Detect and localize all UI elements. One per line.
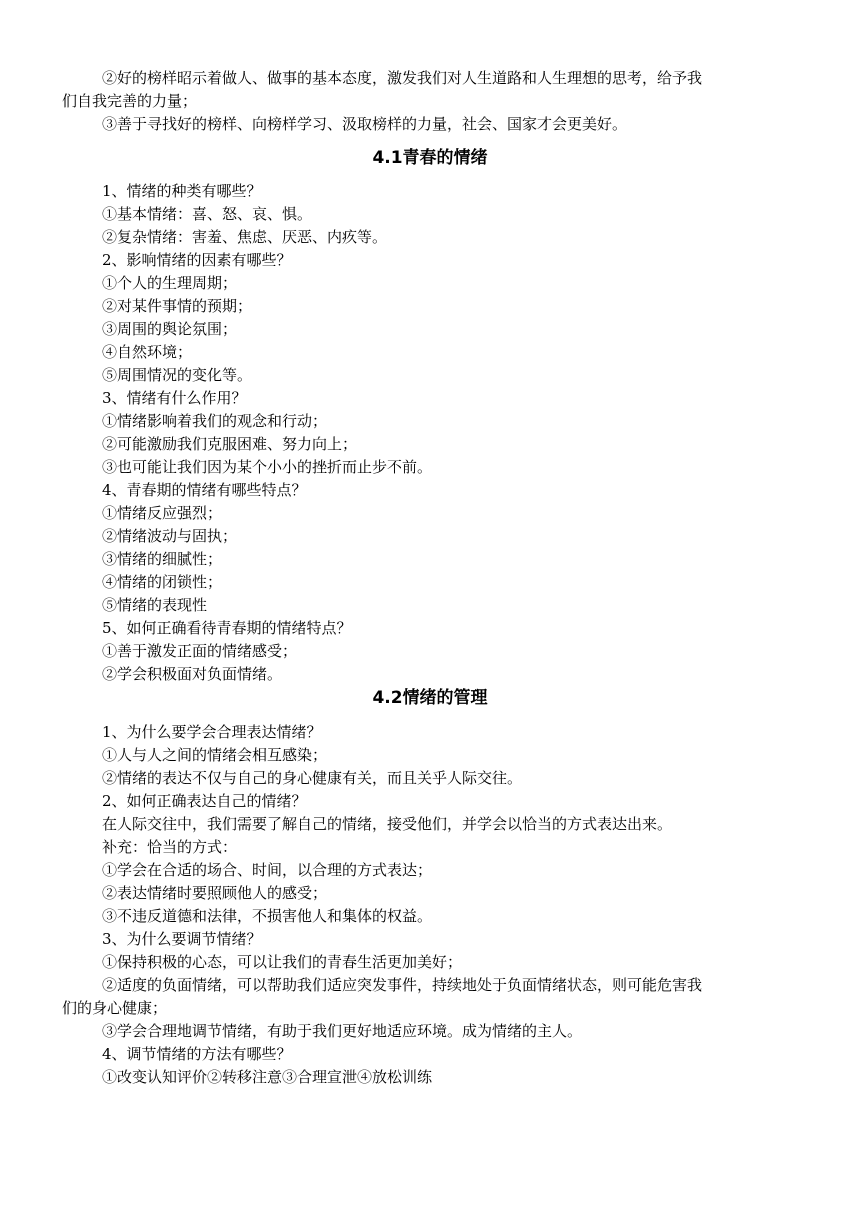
question-heading: 5、如何正确看待青春期的情绪特点？ (102, 619, 352, 637)
list-item: ①情绪反应强烈； (102, 504, 223, 522)
list-item: ②学会积极面对负面情绪。 (102, 665, 283, 683)
paragraph-line: ③善于寻找好的榜样、向榜样学习、汲取榜样的力量，社会、国家才会更美好。 (102, 115, 628, 133)
list-item: ②可能激励我们克服困难、努力向上； (102, 435, 358, 453)
list-item: ③周围的舆论氛围； (102, 320, 238, 338)
list-item: ③学会合理地调节情绪，有助于我们更好地适应环境。成为情绪的主人。 (102, 1022, 583, 1040)
list-item: ①人与人之间的情绪会相互感染； (102, 746, 328, 764)
list-item: ⑤周围情况的变化等。 (102, 366, 253, 384)
list-item: ②情绪波动与固执； (102, 527, 238, 545)
list-item: ②情绪的表达不仅与自己的身心健康有关，而且关乎人际交往。 (102, 769, 523, 787)
list-item: ①情绪影响着我们的观念和行动； (102, 412, 328, 430)
question-heading: 2、影响情绪的因素有哪些？ (102, 251, 292, 269)
list-item: ③不违反道德和法律，不损害他人和集体的权益。 (102, 907, 433, 925)
list-item: ④情绪的闭锁性； (102, 573, 223, 591)
section-title: 4.1青春的情绪 (372, 148, 488, 168)
list-item: 补充：恰当的方式： (102, 838, 238, 856)
list-item: ②适度的负面情绪，可以帮助我们适应突发事件，持续地处于负面情绪状态，则可能危害我 (102, 976, 703, 994)
list-item: ①保持积极的心态，可以让我们的青春生活更加美好； (102, 953, 463, 971)
list-item: ①改变认知评价②转移注意③合理宣泄④放松训练 (102, 1068, 433, 1086)
question-heading: 2、如何正确表达自己的情绪？ (102, 792, 307, 810)
list-item: ①善于激发正面的情绪感受； (102, 642, 298, 660)
paragraph-line: ②好的榜样昭示着做人、做事的基本态度，激发我们对人生道路和人生理想的思考，给予我 (102, 69, 703, 87)
list-item: ③情绪的细腻性； (102, 550, 223, 568)
paragraph-line: 们自我完善的力量； (62, 92, 198, 110)
list-item: ⑤情绪的表现性 (102, 596, 208, 614)
question-heading: 4、青春期的情绪有哪些特点？ (102, 481, 307, 499)
list-item: ②复杂情绪：害羞、焦虑、厌恶、内疚等。 (102, 228, 388, 246)
list-item: ③也可能让我们因为某个小小的挫折而止步不前。 (102, 458, 433, 476)
list-item: ①基本情绪：喜、怒、哀、惧。 (102, 205, 313, 223)
question-heading: 1、为什么要学会合理表达情绪？ (102, 723, 322, 741)
list-item: 们的身心健康； (62, 999, 168, 1017)
list-item: ②表达情绪时要照顾他人的感受； (102, 884, 328, 902)
list-item: ①学会在合适的场合、时间，以合理的方式表达； (102, 861, 433, 879)
list-item: ①个人的生理周期； (102, 274, 238, 292)
list-item: ④自然环境； (102, 343, 193, 361)
question-heading: 3、情绪有什么作用？ (102, 389, 247, 407)
question-heading: 1、情绪的种类有哪些？ (102, 182, 262, 200)
section-title: 4.2情绪的管理 (372, 688, 488, 708)
question-heading: 3、为什么要调节情绪？ (102, 930, 262, 948)
list-item: ②对某件事情的预期； (102, 297, 253, 315)
question-heading: 4、调节情绪的方法有哪些？ (102, 1045, 292, 1063)
paragraph-line: 在人际交往中，我们需要了解自己的情绪，接受他们，并学会以恰当的方式表达出来。 (102, 815, 673, 833)
